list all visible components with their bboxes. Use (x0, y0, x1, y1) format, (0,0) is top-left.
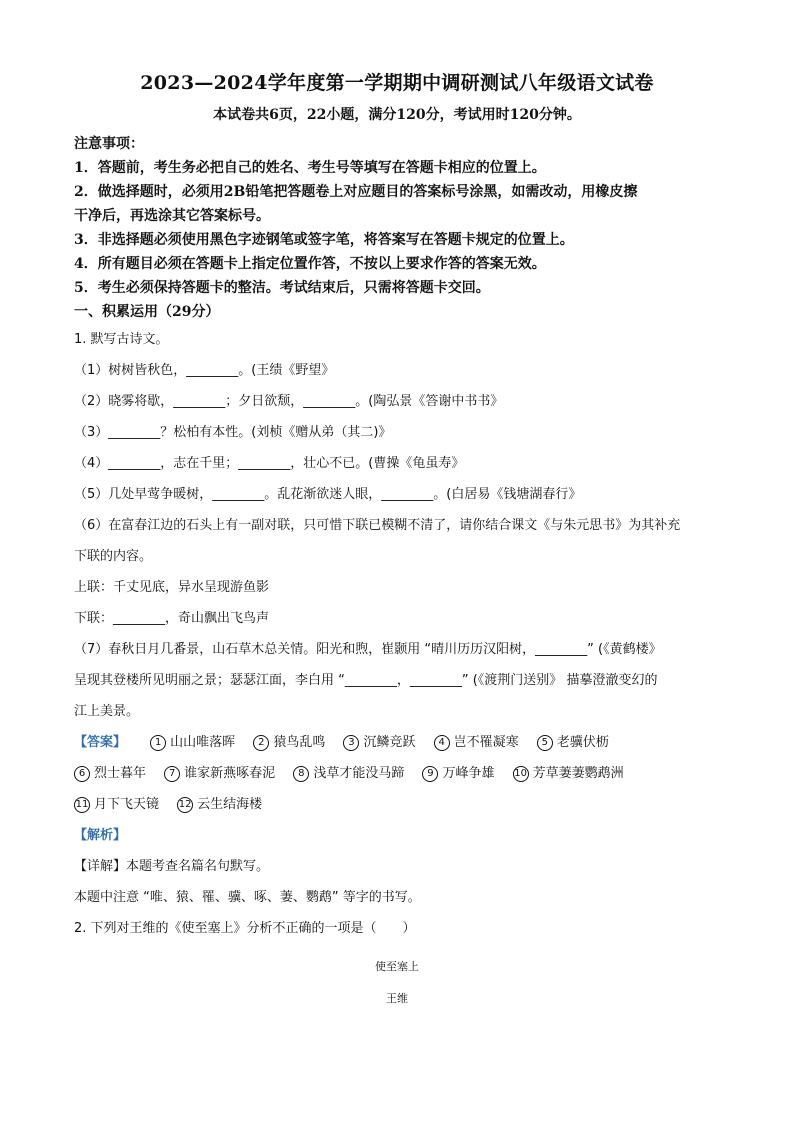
answer-item (164, 758, 275, 789)
poem-title: 使至塞上 (375, 960, 419, 973)
answer-number: 1 (150, 735, 166, 751)
answer-number: 6 (74, 766, 90, 782)
question-line: （5）几处早莺争暖树，________。乱花渐欲迷人眼，________。(白居易《钱塘湖春行》 (74, 487, 582, 502)
answer-text: 浅草才能没马蹄 (313, 766, 405, 781)
answer-item (343, 727, 415, 758)
section-heading: 一、积累运用（29分） (74, 304, 220, 320)
question-line: 下联的内容。 (74, 549, 153, 564)
notice-item: 5．考生必须保持答题卡的整洁。考试结束后，只需将答题卡交回。 (74, 280, 490, 296)
answer-text: 谁家新燕啄春泥 (184, 766, 276, 781)
answer-text: 万峰争雄 (442, 766, 495, 781)
question-line: （3）________？松柏有本性。(刘桢《赠从弟（其二)》 (74, 425, 392, 440)
answer-number: 11 (74, 797, 90, 813)
question-stem: 1. 默写古诗文。 (74, 332, 169, 347)
answer-number: 10 (513, 766, 529, 782)
answer-number: 7 (164, 766, 180, 782)
question-line: 下联：________，奇山飘出飞鸟声 (74, 611, 270, 626)
question-line: （2）晓雾将歇，________；夕日欲颓，________。(陶弘景《答谢中书书》 (74, 394, 504, 409)
answer-item (74, 758, 146, 789)
answer-tag: 【答案】 (74, 735, 127, 750)
answer-text: 烈士暮年 (94, 766, 147, 781)
answer-text: 云生结海楼 (197, 797, 263, 812)
answer-text: 月下飞天镜 (94, 797, 160, 812)
answer-text: 老骥伏枥 (556, 735, 609, 750)
analysis-note: 本题中注意 “唯、猿、罹、骥、啄、萋、鹦鹉” 等字的书写。 (74, 890, 421, 905)
answer-number: 8 (293, 766, 309, 782)
question-line: 江上美景。 (74, 704, 140, 719)
poem-author: 王维 (386, 992, 408, 1005)
answer-number: 5 (537, 735, 553, 751)
answer-number: 2 (253, 735, 269, 751)
page-subtitle: 本试卷共6页，22小题，满分120分，考试用时120分钟。 (213, 107, 581, 123)
analysis-tag: 【解析】 (74, 828, 127, 843)
answer-text: 芳草萋萋鹦鹉洲 (532, 766, 624, 781)
question-line: 呈现其登楼所见明丽之景；瑟瑟江面，李白用 “________，________” (《渡荆门送别》 描摹澄澈变幻的 (74, 673, 658, 688)
answer-text: 山山唯落晖 (170, 735, 236, 750)
answer-item (513, 758, 624, 789)
answer-item (422, 758, 494, 789)
answer-item (150, 727, 235, 758)
question-line: （6）在富春江边的石头上有一副对联，只可惜下联已模糊不清了，请你结合课文《与朱元思书》为其补充 (74, 518, 681, 533)
answer-text: 沉鳞竞跃 (363, 735, 416, 750)
question-line: （1）树树皆秋色，________。(王绩《野望》 (74, 363, 335, 378)
answer-text: 岂不罹凝寒 (453, 735, 519, 750)
exam-body (74, 128, 724, 944)
notice-item: 2．做选择题时，必须用2B铅笔把答题卷上对应题目的答案标号涂黑，如需改动，用橡皮擦 (74, 184, 638, 200)
notice-item: 1．答题前，考生务必把自己的姓名、考生号等填写在答题卡相应的位置上。 (74, 160, 546, 176)
answer-item (253, 727, 325, 758)
answer-text: 猿鸟乱鸣 (273, 735, 326, 750)
answer-item (434, 727, 519, 758)
answer-item (177, 789, 262, 820)
notice-heading: 注意事项： (74, 136, 144, 152)
question-line: （7）春秋日月几番景，山石草木总关情。阳光和煦，崔颢用 “晴川历历汉阳树，________” (《黄鹤楼》 (74, 642, 662, 657)
answer-number: 9 (422, 766, 438, 782)
notice-item: 3．非选择题必须使用黑色字迹钢笔或签字笔，将答案写在答题卡规定的位置上。 (74, 232, 574, 248)
notice-item: 4．所有题目必须在答题卡上指定位置作答，不按以上要求作答的答案无效。 (74, 256, 546, 272)
answer-item (74, 789, 159, 820)
analysis-detail: 【详解】本题考查名篇名句默写。 (74, 859, 270, 874)
question-stem: 2. 下列对王维的《使至塞上》分析不正确的一项是（ ） (74, 921, 416, 936)
answer-number: 4 (434, 735, 450, 751)
question-line: 上联：千丈见底，异水呈现游鱼影 (74, 580, 270, 595)
answer-number: 3 (343, 735, 359, 751)
answer-item (293, 758, 404, 789)
answer-number: 12 (177, 797, 193, 813)
notice-item: 干净后，再选涂其它答案标号。 (74, 208, 270, 224)
question-line: （4）________，志在千里；________，壮心不已。(曹操《龟虽寿》 (74, 456, 465, 471)
answer-item (537, 727, 609, 758)
page-title: 2023—2024学年度第一学期期中调研测试八年级语文试卷 (140, 72, 654, 94)
answer-block (74, 727, 724, 820)
